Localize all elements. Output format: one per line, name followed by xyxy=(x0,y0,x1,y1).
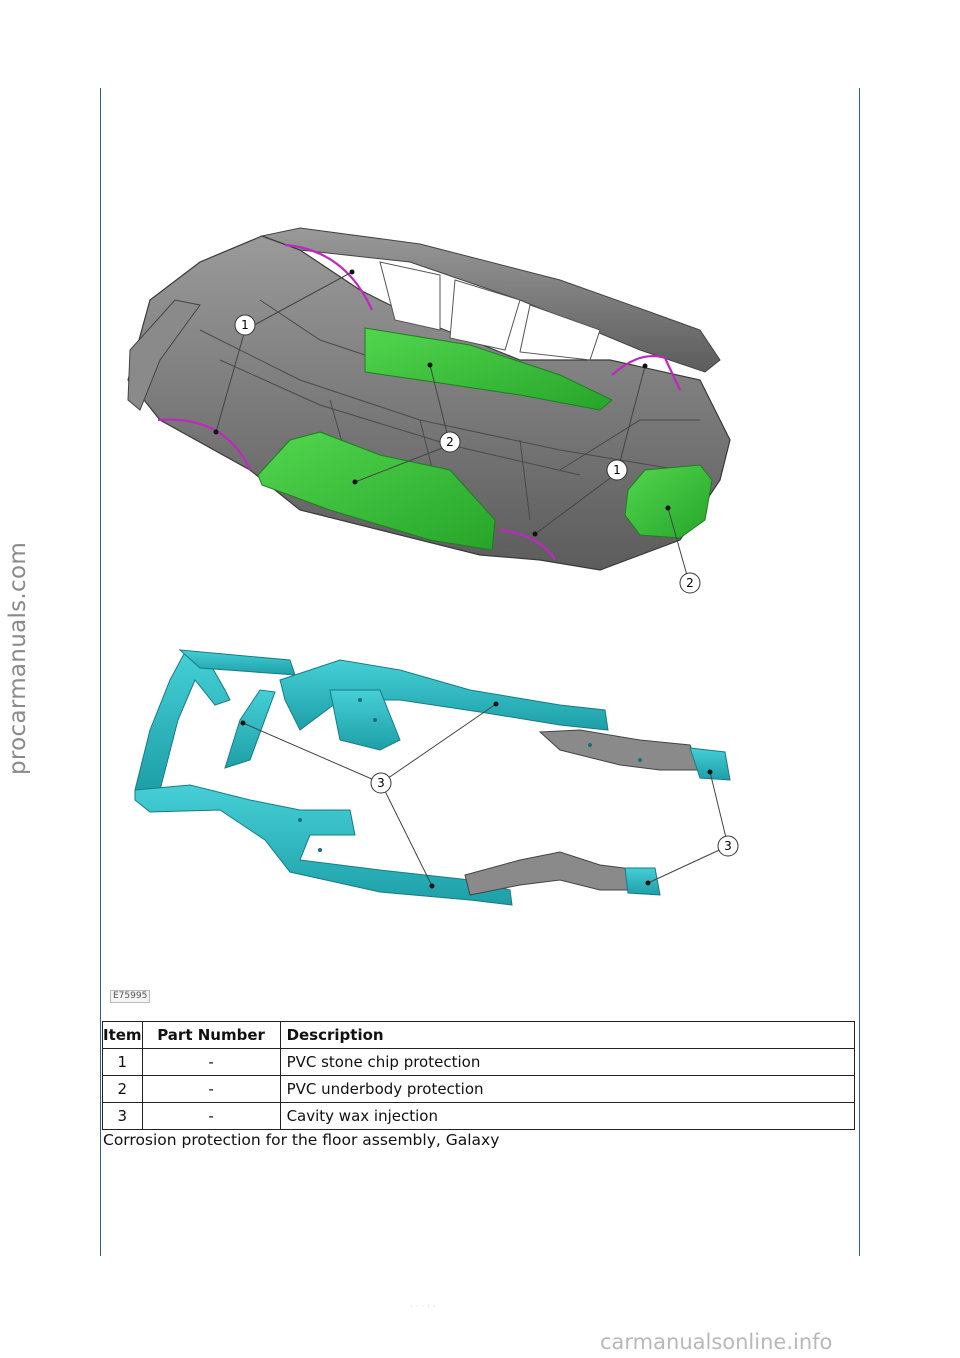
cell-part-number: - xyxy=(142,1103,280,1130)
callout-3b xyxy=(718,836,738,856)
callout-2a xyxy=(440,432,460,452)
cell-description: Cavity wax injection xyxy=(280,1103,854,1130)
svg-text:2: 2 xyxy=(686,576,694,590)
cell-part-number: - xyxy=(142,1049,280,1076)
callout-2b xyxy=(680,573,700,593)
callout-3a xyxy=(371,773,391,793)
svg-text:1: 1 xyxy=(613,463,621,477)
svg-text:3: 3 xyxy=(377,776,385,790)
svg-text:1: 1 xyxy=(241,318,249,332)
side-watermark: procarmanuals.com xyxy=(5,541,31,775)
leader-dots-lower xyxy=(241,702,713,889)
cell-item: 2 xyxy=(103,1076,143,1103)
header-part-number: Part Number xyxy=(142,1022,280,1049)
table-row xyxy=(103,1076,855,1103)
figure-caption: Corrosion protection for the floor assembly, Galaxy xyxy=(103,1131,500,1149)
cell-item: 3 xyxy=(103,1103,143,1130)
callout-1a xyxy=(235,315,255,335)
figure-code: E75995 xyxy=(110,990,150,1003)
cell-description: PVC stone chip protection xyxy=(280,1049,854,1076)
table-row xyxy=(103,1103,855,1130)
cell-description: PVC underbody protection xyxy=(280,1076,854,1103)
bottom-watermark: carmanualsonline.info xyxy=(600,1330,833,1354)
callout-1b xyxy=(607,460,627,480)
cavity-wax-frame xyxy=(135,650,730,905)
svg-text:3: 3 xyxy=(724,839,732,853)
cell-item: 1 xyxy=(103,1049,143,1076)
leader-lines-lower xyxy=(243,704,728,886)
header-item: Item xyxy=(103,1022,143,1049)
page-number: · · · · · xyxy=(410,1302,436,1312)
cell-part-number: - xyxy=(142,1076,280,1103)
table-header-row xyxy=(103,1022,855,1049)
parts-table xyxy=(102,1021,855,1130)
table-row xyxy=(103,1049,855,1076)
svg-text:2: 2 xyxy=(446,435,454,449)
header-description: Description xyxy=(280,1022,854,1049)
